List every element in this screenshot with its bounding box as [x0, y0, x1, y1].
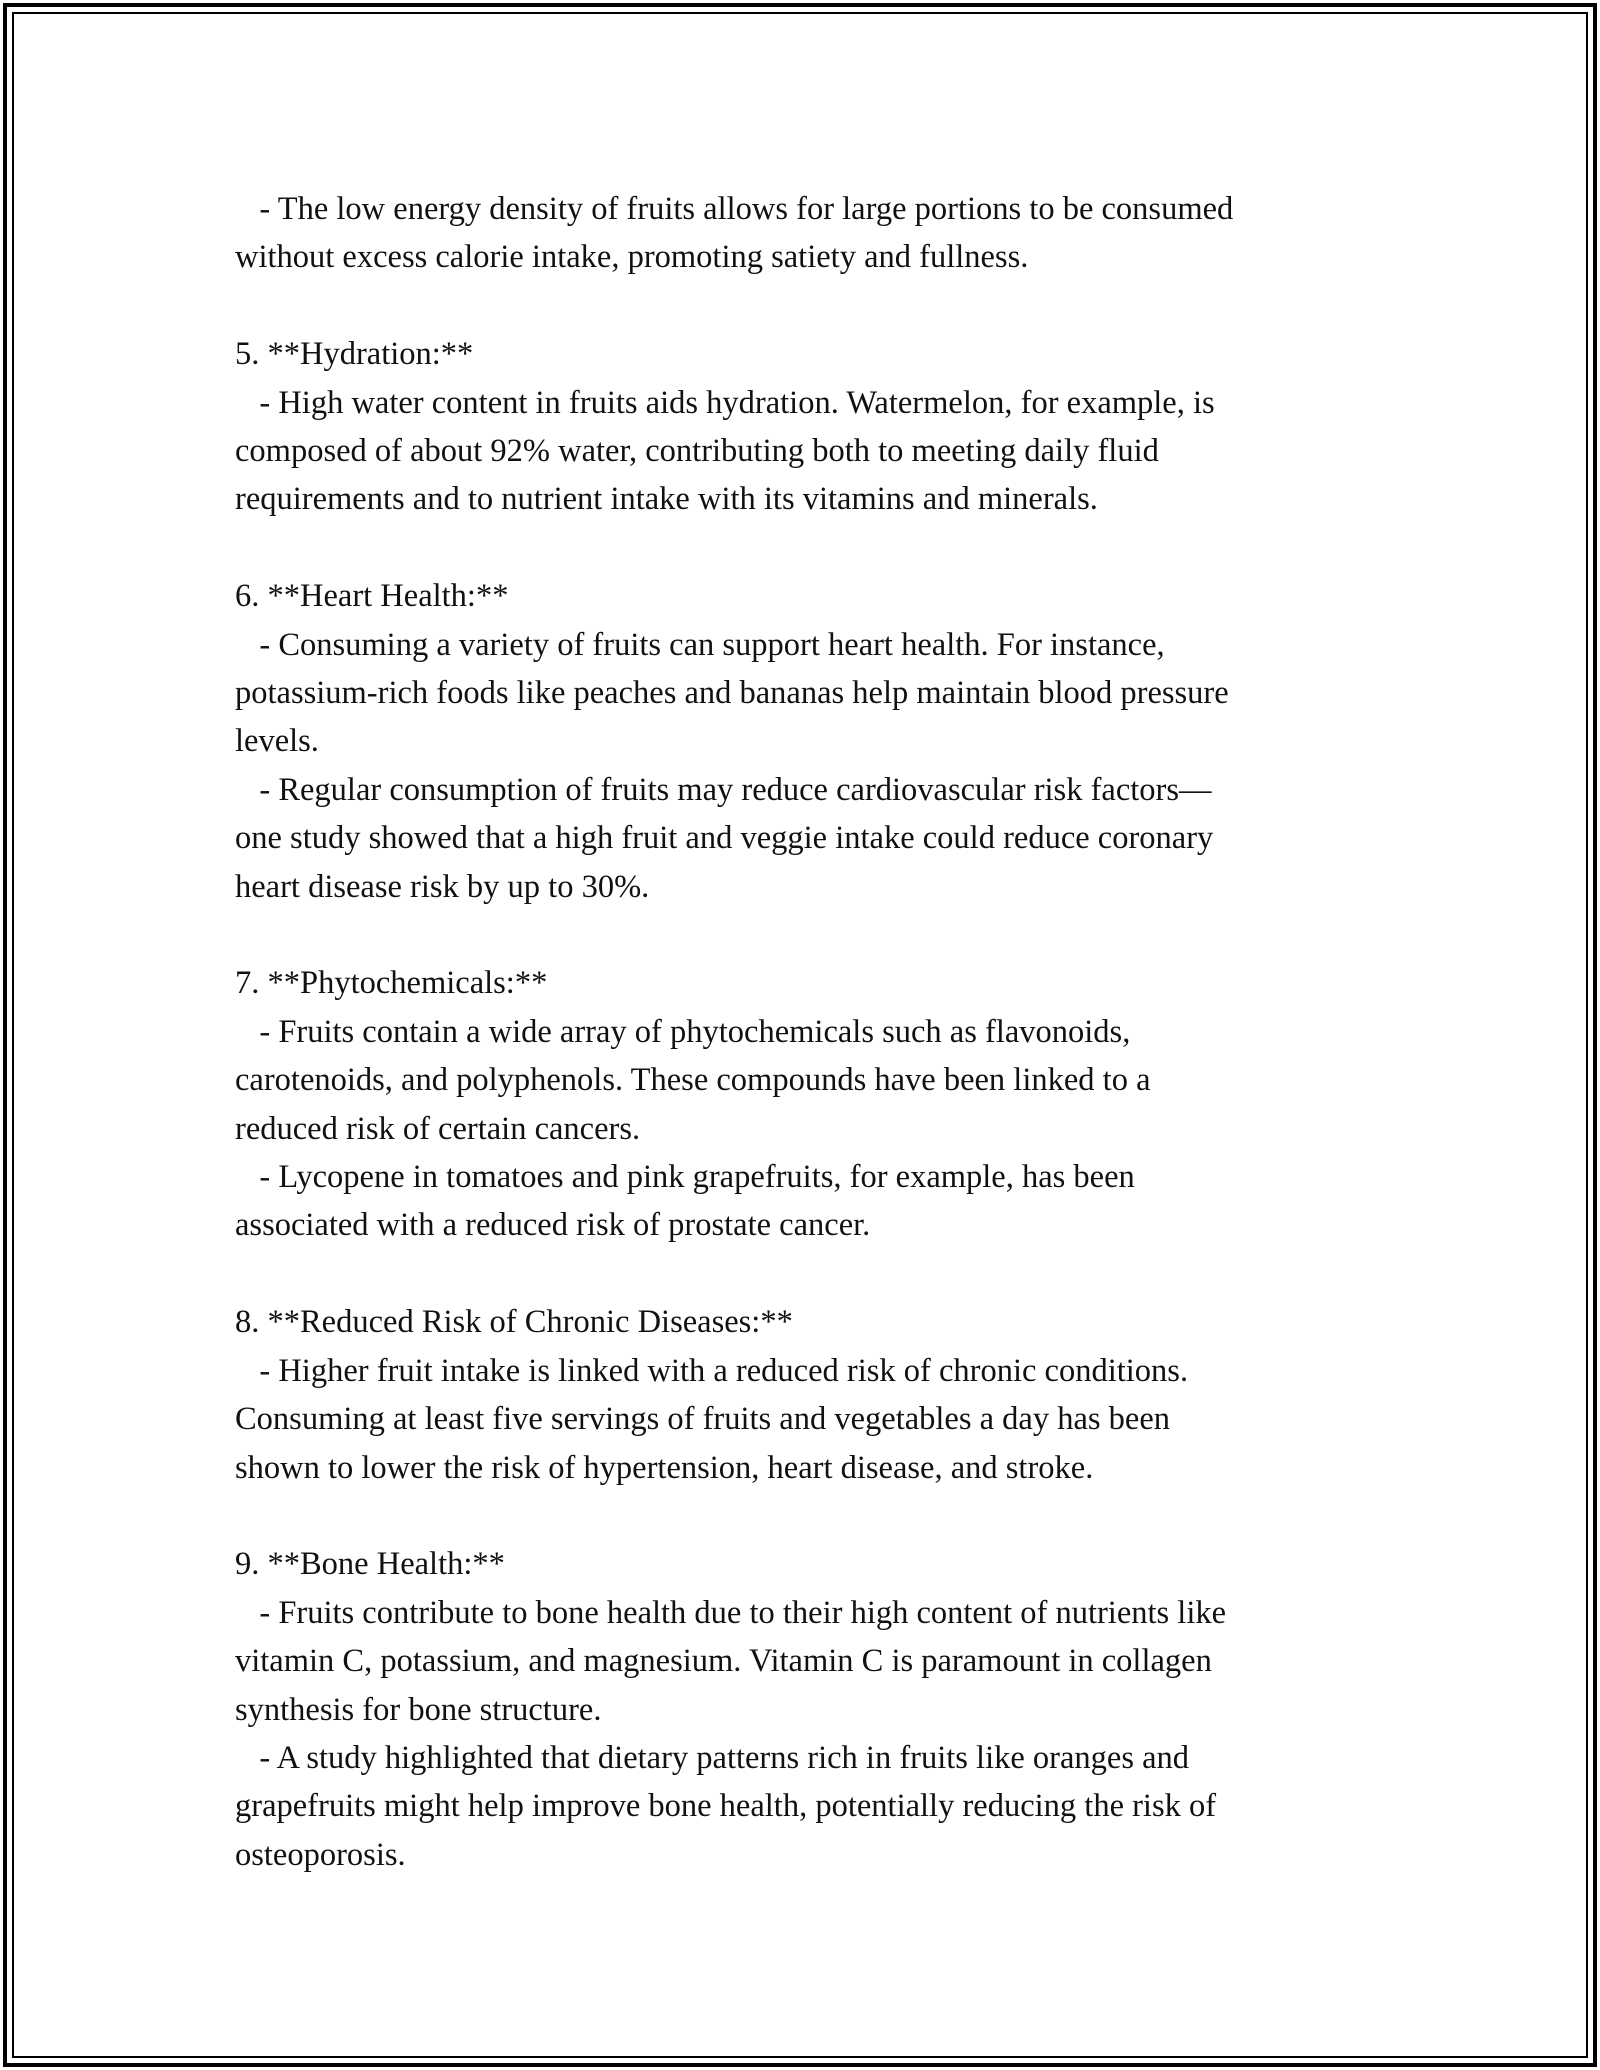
text-line: potassium-rich foods like peaches and bananas help maintain blood pressure	[235, 675, 1229, 712]
text-line: shown to lower the risk of hypertension, heart disease, and stroke.	[235, 1449, 1094, 1486]
text-line: - Fruits contain a wide array of phytochemicals such as flavonoids,	[235, 1013, 1131, 1050]
text-line: - The low energy density of fruits allows for large portions to be consumed	[235, 191, 1234, 227]
text-line: osteoporosis.	[235, 1836, 406, 1873]
text-line: - High water content in fruits aids hydration. Watermelon, for example, is	[235, 384, 1215, 421]
text-line: without excess calorie intake, promoting satiety and fullness.	[235, 239, 1029, 276]
text-line: - Higher fruit intake is linked with a reduced risk of chronic conditions.	[235, 1352, 1189, 1389]
text-line: carotenoids, and polyphenols. These compounds have been linked to a	[235, 1062, 1151, 1099]
document-body	[235, 185, 1395, 1879]
text-block	[235, 1540, 1395, 1879]
text-line: synthesis for bone structure.	[235, 1691, 602, 1728]
text-line: composed of about 92% water, contributing both to meeting daily fluid	[235, 433, 1159, 470]
text-line: grapefruits might help improve bone health, potentially reducing the risk of	[235, 1788, 1217, 1825]
text-block	[235, 1298, 1395, 1492]
text-line: 6. **Heart Health:**	[235, 578, 509, 615]
text-line: 7. **Phytochemicals:**	[235, 965, 548, 1002]
text-line: - A study highlighted that dietary patterns rich in fruits like oranges and	[235, 1739, 1190, 1776]
text-line: - Lycopene in tomatoes and pink grapefruits, for example, has been	[235, 1159, 1135, 1196]
text-line: - Consuming a variety of fruits can support heart health. For instance,	[235, 626, 1165, 663]
text-line: requirements and to nutrient intake with its vitamins and minerals.	[235, 481, 1098, 518]
text-line: associated with a reduced risk of prostate cancer.	[235, 1207, 871, 1244]
text-line: vitamin C, potassium, and magnesium. Vitamin C is paramount in collagen	[235, 1643, 1212, 1680]
text-line: 5. **Hydration:**	[235, 336, 474, 373]
text-line: one study showed that a high fruit and veggie intake could reduce coronary	[235, 820, 1214, 857]
text-line: Consuming at least five servings of fruits and vegetables a day has been	[235, 1401, 1171, 1438]
text-line: 9. **Bone Health:**	[235, 1546, 505, 1583]
text-line: - Regular consumption of fruits may reduce cardiovascular risk factors—	[235, 771, 1212, 808]
text-line: levels.	[235, 723, 319, 760]
text-block	[235, 185, 1395, 282]
text-line: 8. **Reduced Risk of Chronic Diseases:**	[235, 1304, 793, 1341]
text-block	[235, 572, 1395, 911]
text-block	[235, 330, 1395, 524]
text-line: reduced risk of certain cancers.	[235, 1110, 641, 1147]
text-block	[235, 959, 1395, 1249]
text-line: heart disease risk by up to 30%.	[235, 868, 650, 905]
text-line: - Fruits contribute to bone health due to their high content of nutrients like	[235, 1594, 1227, 1631]
